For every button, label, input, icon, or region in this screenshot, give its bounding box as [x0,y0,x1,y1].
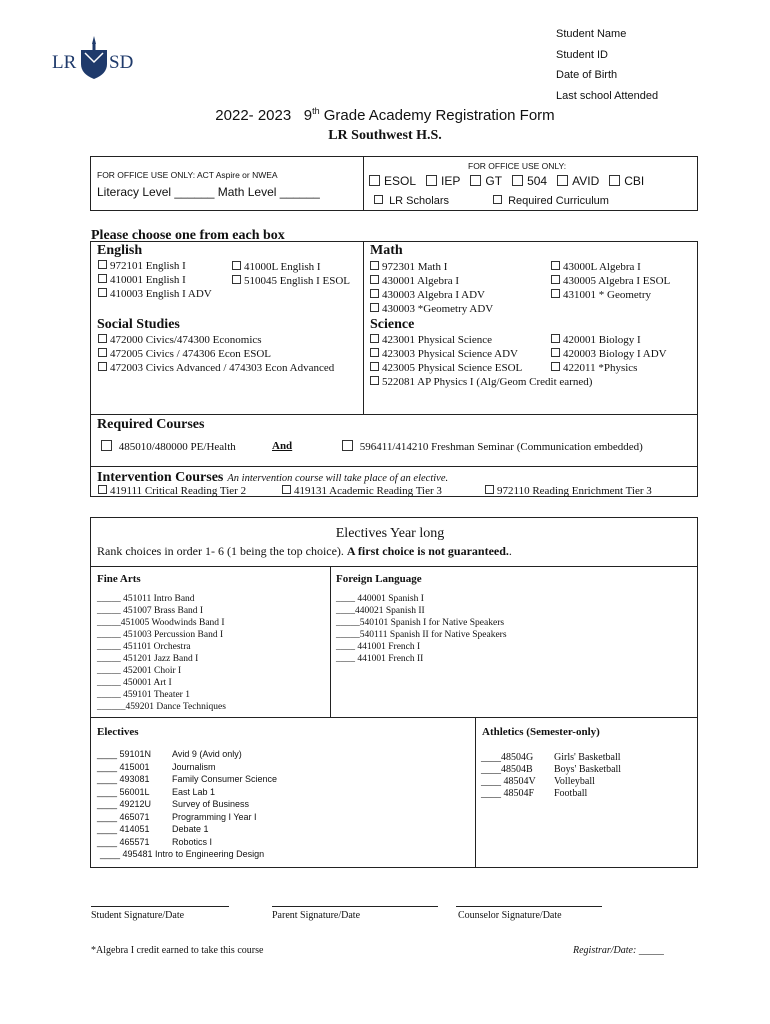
electives-list [97,748,277,861]
list-item[interactable]: 422011 *Physics [551,361,667,375]
dob-label: Date of Birth [556,69,618,81]
fine-arts-title: Fine Arts [97,573,141,585]
list-item[interactable]: ____ 56001L East Lab 1 [97,786,216,797]
list-item[interactable]: ____ 48504V Volleyball [481,776,595,787]
math-col1 [370,260,493,316]
list-item[interactable]: 972301 Math I [370,260,493,274]
fine-arts-list [97,593,226,713]
required-and: And [272,440,293,452]
footnote: *Algebra I credit earned to take this course [91,945,264,956]
science-col2 [551,333,667,375]
electives-title: Electives [97,726,139,738]
counselor-signature-label: Counselor Signature/Date [458,910,562,921]
social-studies-title: Social Studies [97,317,180,332]
list-item[interactable]: ____ 495481 Intro to Engineering Design [100,849,265,859]
required-curriculum-checkbox[interactable] [493,195,502,204]
required-freshman-seminar[interactable]: 596411/414210 Freshman Seminar (Communication embedded) [342,440,643,453]
required-pe-health[interactable]: 485010/480000 PE/Health [101,440,236,453]
list-item[interactable]: 430003 *Geometry ADV [370,302,493,316]
list-item[interactable]: 423003 Physical Science ADV [370,347,592,361]
list-item[interactable]: ____ 465071 Programming I Year I [97,811,257,822]
last-school-label: Last school Attended [556,89,659,102]
list-item[interactable]: 420003 Biology I ADV [551,347,667,361]
office-flags-row: ESOL IEP GT 504 AVID CBI [369,174,644,188]
list-item[interactable]: ____ 493081 Family Consumer Science [97,774,278,784]
intervention-header: Intervention Courses An intervention course will take place of an elective. [97,470,449,485]
foreign-language-list [336,593,507,665]
list-item[interactable]: 431001 * Geometry [551,288,670,302]
office-scholars: LR Scholars [374,195,449,207]
list-item[interactable]: 423001 Physical Science [370,333,592,347]
list-item[interactable]: 420001 Biology I [551,333,667,347]
list-item[interactable]: 410001 English I [98,274,212,288]
list-item[interactable]: 472000 Civics/474300 Economics [98,333,334,347]
list-item[interactable]: _____ 452001 Choir I [97,666,182,676]
esol-checkbox[interactable] [369,175,380,186]
foreign-language-title: Foreign Language [336,573,422,585]
gt-checkbox[interactable] [470,175,481,186]
list-item[interactable]: ____ 49212U Survey of Business [97,799,250,809]
student-name-label: Student Name [556,28,627,40]
intervention-item[interactable]: 419111 Critical Reading Tier 2 [98,485,246,497]
intervention-item[interactable]: 972110 Reading Enrichment Tier 3 [485,485,652,497]
iep-checkbox[interactable] [426,175,437,186]
list-item[interactable]: 423005 Physical Science ESOL [370,361,592,375]
electives-year-long-title: Electives Year long [335,526,445,541]
list-item[interactable]: ____48504G Girls' Basketball [481,752,621,763]
list-item[interactable]: 430001 Algebra I [370,274,493,288]
registrar-date[interactable]: Registrar/Date: _____ [573,945,664,956]
counselor-signature-line[interactable] [456,906,602,907]
choose-header: Please choose one from each box [91,228,285,243]
list-item[interactable]: _____ 451003 Percussion Band I [97,630,224,640]
list-item[interactable]: _____451005 Woodwinds Band I [97,618,225,628]
office-right-heading: FOR OFFICE USE ONLY: [468,161,567,171]
student-info [556,24,658,106]
freshman-seminar-checkbox[interactable] [342,440,353,451]
student-signature-label: Student Signature/Date [91,910,185,921]
list-item[interactable]: _____540111 Spanish II for Native Speakers [336,630,507,640]
logo-text-left: LR [52,52,77,73]
intervention-item[interactable]: 419131 Academic Reading Tier 3 [282,485,442,497]
list-item[interactable]: 41000L English I [232,260,350,274]
english-col1 [98,260,212,302]
list-item[interactable]: ____ 415001 Journalism [97,761,216,772]
required-courses-title: Required Courses [97,417,205,432]
parent-signature-label: Parent Signature/Date [272,910,361,921]
list-item[interactable]: 472003 Civics Advanced / 474303 Econ Advanced [98,361,334,375]
list-item[interactable]: 410003 English I ADV [98,288,212,302]
list-item[interactable]: 430003 Algebra I ADV [370,288,493,302]
list-item[interactable]: _____ 451007 Brass Band I [97,606,204,616]
504-checkbox[interactable] [512,175,523,186]
parent-signature-line[interactable] [272,906,438,907]
list-item[interactable]: 972101 English I [98,260,212,274]
office-required-curriculum: Required Curriculum [493,195,609,207]
office-levels: Literacy Level ______ Math Level ______ [97,185,320,199]
list-item[interactable]: 510045 English I ESOL [232,274,350,288]
list-item[interactable]: ____440021 Spanish II [336,606,425,616]
list-item[interactable]: _____ 451011 Intro Band [97,594,195,604]
list-item[interactable]: ____ 48504F Football [481,788,588,799]
cbi-checkbox[interactable] [609,175,620,186]
school-name: LR Southwest H.S. [328,128,442,143]
student-id-label: Student ID [556,48,608,61]
list-item[interactable]: _____ 450001 Art I [97,678,172,688]
list-item[interactable]: 472005 Civics / 474306 Econ ESOL [98,347,334,361]
list-item[interactable]: ______459201 Dance Techniques [97,702,226,712]
athletics-title: Athletics (Semester-only) [482,726,600,738]
pe-health-checkbox[interactable] [101,440,112,451]
list-item[interactable]: ____ 441001 French I [336,642,421,652]
rank-instructions: Rank choices in order 1- 6 (1 being the top choice). A first choice is not guaranteed.. [97,544,512,558]
list-item[interactable]: _____ 451201 Jazz Band I [97,654,199,664]
list-item[interactable]: 522081 AP Physics I (Alg/Geom Credit earned) [370,375,592,389]
logo [52,30,142,85]
science-title: Science [370,317,415,332]
social-studies-list [98,333,334,375]
list-item[interactable]: _____ 451101 Orchestra [97,642,191,652]
list-item[interactable]: ____ 465571 Robotics I [97,836,213,847]
logo-text-right: SD [109,52,134,73]
list-item[interactable]: ____ 414051 Debate 1 [97,824,209,834]
list-item[interactable]: 43000L Algebra I [551,260,670,274]
athletics-list [481,752,621,800]
english-title: English [97,243,143,258]
student-signature-line[interactable] [91,906,229,907]
shield-icon [79,34,109,80]
list-item[interactable]: ____ 440001 Spanish I [336,594,424,604]
avid-checkbox[interactable] [557,175,568,186]
list-item[interactable]: ____48504B Boys' Basketball [481,764,622,775]
math-title: Math [370,243,403,258]
lr-scholars-checkbox[interactable] [374,195,383,204]
list-item[interactable]: ____ 59101N Avid 9 (Avid only) [97,749,242,759]
math-col2 [551,260,670,302]
list-item[interactable]: _____540101 Spanish I for Native Speakers [336,618,505,628]
page-title: 2022- 2023 9th Grade Academy Registration Form [215,106,555,124]
list-item[interactable]: ____ 441001 French II [336,654,424,664]
office-left-heading: FOR OFFICE USE ONLY: ACT Aspire or NWEA [97,170,278,180]
list-item[interactable]: 430005 Algebra I ESOL [551,274,670,288]
list-item[interactable]: _____ 459101 Theater 1 [97,690,190,700]
english-col2 [232,260,350,288]
